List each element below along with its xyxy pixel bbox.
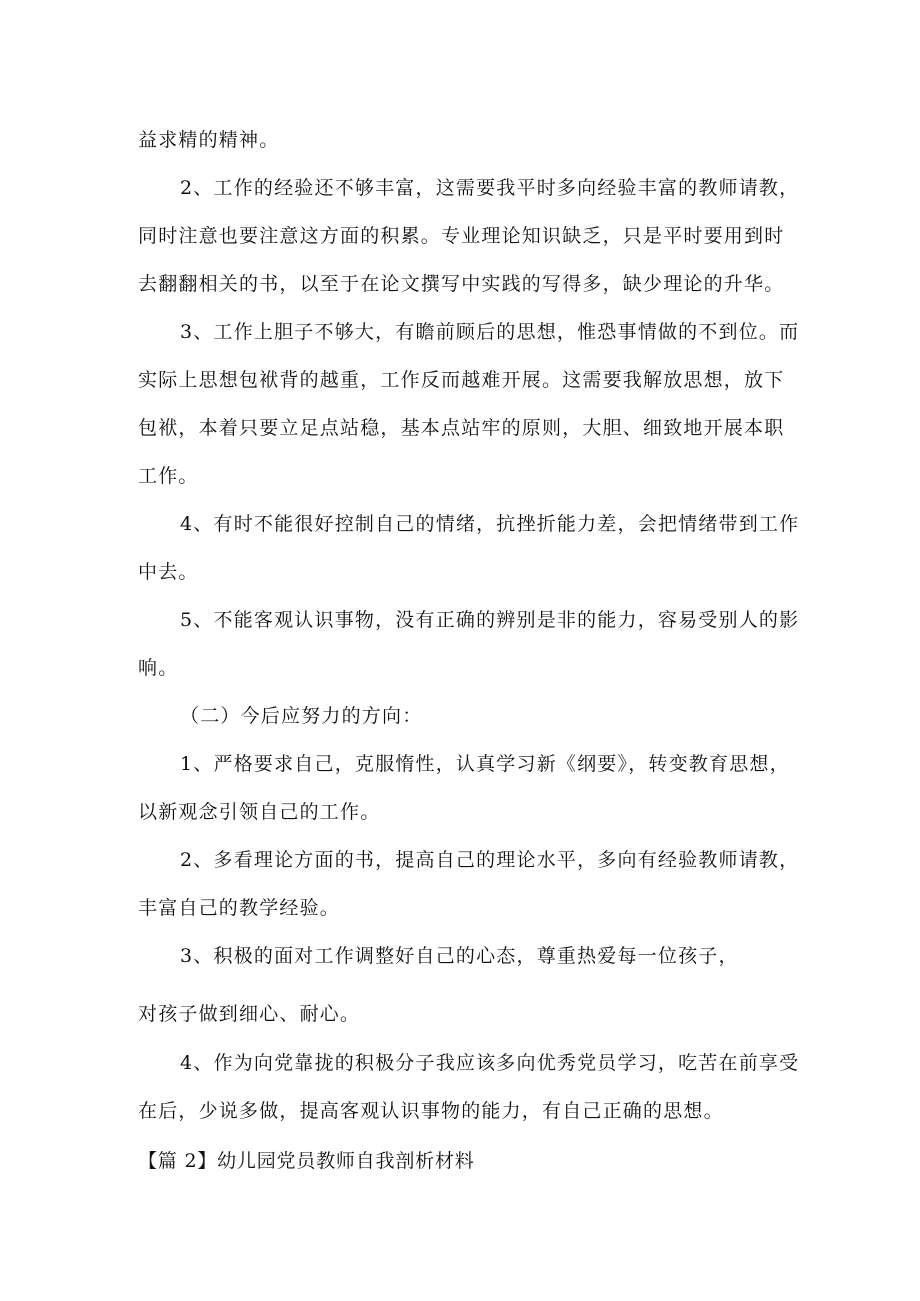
paragraph-line: 5、不能客观认识事物，没有正确的辨别是非的能力，容易受别人的影: [180, 609, 800, 631]
paragraph-line: 响。: [138, 657, 179, 679]
paragraph-line: 实际上思想包袱背的越重，工作反而越难开展。这需要我解放思想，放下: [138, 369, 785, 391]
paragraph-line: 4、有时不能很好控制自己的情绪，抗挫折能力差，会把情绪带到工作: [180, 513, 800, 535]
paragraph-line: 中去。: [138, 561, 199, 583]
chapter-title: 【篇 2】幼儿园党员教师自我剖析材料: [138, 1150, 475, 1172]
section-heading: （二）今后应努力的方向：: [180, 705, 423, 727]
paragraph-line: 4、作为向党靠拢的积极分子我应该多向优秀党员学习，吃苦在前享受: [180, 1052, 800, 1074]
paragraph-line: 工作。: [138, 465, 199, 487]
paragraph-line: 2、多看理论方面的书，提高自己的理论水平，多向有经验教师请教，: [180, 849, 800, 871]
paragraph-line: 1、严格要求自己，克服惰性，认真学习新《纲要》，转变教育思想，: [180, 753, 790, 775]
paragraph-line: 益求精的精神。: [138, 129, 280, 151]
paragraph-line: 同时注意也要注意这方面的积累。专业理论知识缺乏，只是平时要用到时: [138, 225, 785, 247]
paragraph-line: 在后，少说多做，提高客观认识事物的能力，有自己正确的思想。: [138, 1100, 724, 1122]
paragraph-line: 2、工作的经验还不够丰富，这需要我平时多向经验丰富的教师请教，: [180, 177, 800, 199]
paragraph-line: 去翻翻相关的书，以至于在论文撰写中实践的写得多，缺少理论的升华。: [138, 273, 785, 295]
paragraph-line: 以新观念引领自己的工作。: [138, 801, 381, 823]
paragraph-line: 丰富自己的教学经验。: [138, 897, 341, 919]
paragraph-line: 3、工作上胆子不够大，有瞻前顾后的思想，惟恐事情做的不到位。而: [180, 321, 800, 343]
paragraph-line: 对孩子做到细心、耐心。: [138, 1003, 361, 1025]
paragraph-line: 3、积极的面对工作调整好自己的心态，尊重热爱每一位孩子，: [180, 945, 739, 967]
paragraph-line: 包袱，本着只要立足点站稳，基本点站牢的原则，大胆、细致地开展本职: [138, 417, 785, 439]
